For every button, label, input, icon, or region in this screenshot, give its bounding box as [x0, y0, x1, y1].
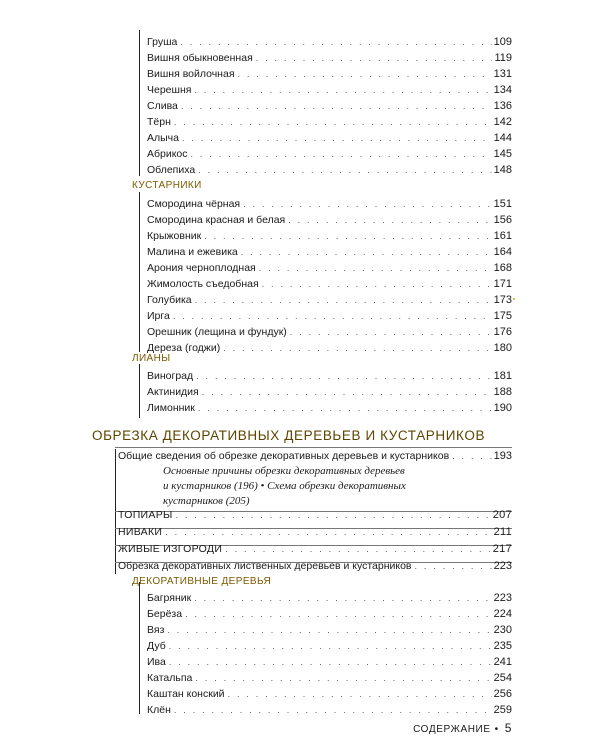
toc-entry-page: 235 — [493, 640, 512, 652]
toc-entry-title: Вяз — [147, 624, 165, 636]
toc-entry-page: 164 — [493, 246, 512, 258]
toc-entry-page: 119 — [494, 52, 512, 64]
toc-entry-title: Обрезка декоративных лиственных деревьев и кустарников — [118, 560, 412, 572]
toc-entry[interactable] — [147, 368, 512, 384]
toc-entry-page: 181 — [493, 370, 512, 382]
dot-leader — [180, 34, 491, 50]
toc-entry-title: Багряник — [147, 592, 192, 604]
toc-entry-title: Ива — [147, 656, 166, 668]
subtopic-note-line: и кустарников (196) • Схема обрезки декоративных — [163, 480, 406, 492]
running-footer — [413, 721, 512, 735]
dot-leader — [195, 670, 491, 686]
dot-leader — [243, 196, 492, 212]
toc-entry[interactable] — [147, 654, 512, 670]
toc-entry-page: 175 — [493, 310, 512, 322]
toc-entry-page: 142 — [493, 116, 512, 128]
dot-leader — [290, 324, 492, 340]
toc-entry-page: 173 — [493, 294, 512, 306]
vines-rule — [139, 364, 140, 418]
toc-entry-title: Вишня войлочная — [147, 68, 235, 80]
toc-entry[interactable] — [147, 622, 512, 638]
toc-entry[interactable] — [147, 98, 512, 114]
toc-entry-title: ЖИВЫЕ ИЗГОРОДИ — [118, 543, 223, 555]
toc-entry-title: Общие сведения об обрезке декоративных деревьев и кустарников — [118, 450, 450, 462]
toc-entry-title: Дуб — [147, 640, 166, 652]
toc-entry-title: Катальпа — [147, 672, 193, 684]
subtopic-note-line: Основные причины обрезки декоративных деревьев — [163, 465, 405, 477]
toc-entry[interactable] — [147, 34, 512, 50]
toc-entry-page: 230 — [493, 624, 512, 636]
toc-entry[interactable] — [147, 66, 512, 82]
toc-entry-page: 223 — [493, 560, 512, 572]
page-number: 5 — [504, 721, 512, 735]
toc-entry-page: 256 — [493, 688, 512, 700]
toc-entry-page: 207 — [492, 509, 512, 521]
toc-entry[interactable] — [147, 638, 512, 654]
toc-entry-page: 151 — [493, 198, 512, 210]
footer-label: СОДЕРЖАНИЕ — [413, 724, 491, 735]
toc-entry-title: Тёрн — [147, 116, 171, 128]
toc-entry-page: 254 — [493, 672, 512, 684]
toc-entry-title: Черешня — [147, 84, 192, 96]
shrubs-rule — [139, 192, 140, 352]
dot-leader — [415, 558, 492, 574]
toc-entry-title: Лимонник — [147, 402, 195, 414]
section-heading-vines: ЛИАНЫ — [132, 353, 171, 364]
toc-entry-page: 171 — [493, 278, 512, 290]
toc-entry[interactable] — [147, 606, 512, 622]
dot-leader — [173, 308, 492, 324]
toc-entry-page: 188 — [493, 386, 512, 398]
dot-leader — [452, 448, 491, 464]
toc-entry-page: 109 — [493, 36, 512, 48]
toc-entry-page: 193 — [493, 450, 512, 462]
toc-entry-title: Каштан конский — [147, 688, 225, 700]
toc-entry[interactable] — [147, 276, 512, 292]
subtopic-note-line: кустарников (205) — [163, 495, 250, 507]
toc-entry-title: Жимолость съедобная — [147, 278, 259, 290]
dot-leader — [202, 384, 492, 400]
fruit-trees-rule — [139, 30, 140, 176]
toc-entry-niwaki[interactable] — [118, 524, 512, 540]
dot-leader — [204, 228, 491, 244]
toc-entry[interactable] — [147, 384, 512, 400]
toc-entry-page: 241 — [493, 656, 512, 668]
section-heading-deco-trees: ДЕКОРАТИВНЫЕ ДЕРЕВЬЯ — [132, 576, 272, 587]
decorative-dot — [513, 298, 515, 300]
footer-separator: • — [494, 724, 499, 735]
dot-leader — [169, 654, 492, 670]
dot-leader — [167, 622, 491, 638]
toc-entry-page: 145 — [493, 148, 512, 160]
toc-entry-title: Груша — [147, 36, 178, 48]
toc-entry[interactable] — [147, 244, 512, 260]
toc-entry[interactable] — [147, 340, 512, 356]
toc-entry-page: 156 — [493, 214, 512, 226]
toc-entry-title: Смородина чёрная — [147, 198, 241, 210]
toc-entry-title: Орешник (лещина и фундук) — [147, 326, 287, 338]
toc-entry[interactable] — [147, 400, 512, 416]
dot-leader — [182, 130, 492, 146]
toc-entry[interactable] — [147, 670, 512, 686]
dot-leader — [176, 507, 491, 523]
toc-entry[interactable] — [147, 146, 512, 162]
toc-entry-page: 131 — [493, 68, 512, 80]
toc-entry[interactable] — [147, 196, 512, 212]
dot-leader — [198, 400, 492, 416]
dot-leader — [259, 260, 492, 276]
toc-entry-title: Арония черноплодная — [147, 262, 256, 274]
toc-entry-page: 180 — [493, 342, 512, 354]
dot-leader — [174, 114, 492, 130]
toc-entry-title: Актинидия — [147, 386, 199, 398]
dot-leader — [241, 244, 492, 260]
dot-leader — [256, 50, 493, 66]
toc-entry-title: Слива — [147, 100, 178, 112]
toc-entry-title: Смородина красная и белая — [147, 214, 286, 226]
toc-entry-hedges[interactable] — [118, 541, 512, 557]
dot-leader — [238, 66, 492, 82]
toc-entry-title: Малина и ежевика — [147, 246, 238, 258]
toc-entry-topiary[interactable] — [118, 507, 512, 523]
toc-entry-page: 224 — [493, 608, 512, 620]
deco-trees-rule — [139, 582, 140, 714]
toc-entry-title: Виноград — [147, 370, 194, 382]
toc-entry-page: 217 — [492, 543, 512, 555]
toc-entry-deciduous[interactable] — [118, 558, 512, 574]
toc-entry-title: Дереза (годжи) — [147, 342, 221, 354]
toc-entry-title: Облепиха — [147, 164, 196, 176]
dot-leader — [185, 606, 492, 622]
dot-leader — [198, 162, 491, 178]
toc-entry[interactable] — [147, 212, 512, 228]
toc-entry-general[interactable] — [118, 448, 512, 464]
dot-leader — [194, 590, 491, 606]
toc-entry-title: Крыжовник — [147, 230, 202, 242]
toc-entry[interactable] — [147, 308, 512, 324]
toc-entry-page: 211 — [493, 526, 512, 538]
toc-entry-title: Берёза — [147, 608, 183, 620]
toc-entry-page: 176 — [493, 326, 512, 338]
toc-entry-title: Клён — [147, 704, 171, 716]
toc-entry[interactable] — [147, 292, 512, 308]
dot-leader — [191, 146, 492, 162]
dot-leader — [262, 276, 492, 292]
toc-entry-page: 134 — [493, 84, 512, 96]
toc-entry-title: Алыча — [147, 132, 179, 144]
dot-leader — [195, 292, 492, 308]
toc-entry[interactable] — [147, 82, 512, 98]
chapter-heading: ОБРЕЗКА ДЕКОРАТИВНЫХ ДЕРЕВЬЕВ И КУСТАРНИКОВ — [92, 428, 486, 443]
toc-entry-page: 259 — [493, 704, 512, 716]
toc-entry-title: НИВАКИ — [118, 526, 163, 538]
toc-entry-page: 161 — [493, 230, 512, 242]
toc-entry[interactable] — [147, 590, 512, 606]
toc-entry-title: Вишня обыкновенная — [147, 52, 253, 64]
toc-entry[interactable] — [147, 260, 512, 276]
toc-entry[interactable] — [147, 702, 512, 718]
toc-entry[interactable] — [147, 324, 512, 340]
toc-entry[interactable] — [147, 228, 512, 244]
toc-entry-page: 223 — [493, 592, 512, 604]
dot-leader — [228, 686, 492, 702]
toc-entry[interactable] — [147, 114, 512, 130]
toc-entry[interactable] — [147, 50, 512, 66]
dot-leader — [174, 702, 492, 718]
toc-entry-page: 190 — [493, 402, 512, 414]
toc-entry-title: Ирга — [147, 310, 170, 322]
dot-leader — [169, 638, 492, 654]
toc-entry[interactable] — [147, 686, 512, 702]
dot-leader — [223, 340, 491, 356]
toc-entry[interactable] — [147, 130, 512, 146]
toc-entry-title: Абрикос — [147, 148, 188, 160]
toc-entry-title: ТОПИАРЫ — [118, 509, 173, 521]
toc-entry-page: 136 — [493, 100, 512, 112]
dot-leader — [288, 212, 491, 228]
toc-entry-page: 144 — [493, 132, 512, 144]
section-heading-shrubs: КУСТАРНИКИ — [132, 180, 202, 191]
dot-leader — [194, 82, 491, 98]
dot-leader — [196, 368, 491, 384]
dot-leader — [181, 98, 492, 114]
dot-leader — [225, 541, 491, 557]
toc-entry-page: 168 — [493, 262, 512, 274]
dot-leader — [165, 524, 491, 540]
toc-entry-title: Голубика — [147, 294, 192, 306]
toc-entry-page: 148 — [493, 164, 512, 176]
toc-entry[interactable] — [147, 162, 512, 178]
